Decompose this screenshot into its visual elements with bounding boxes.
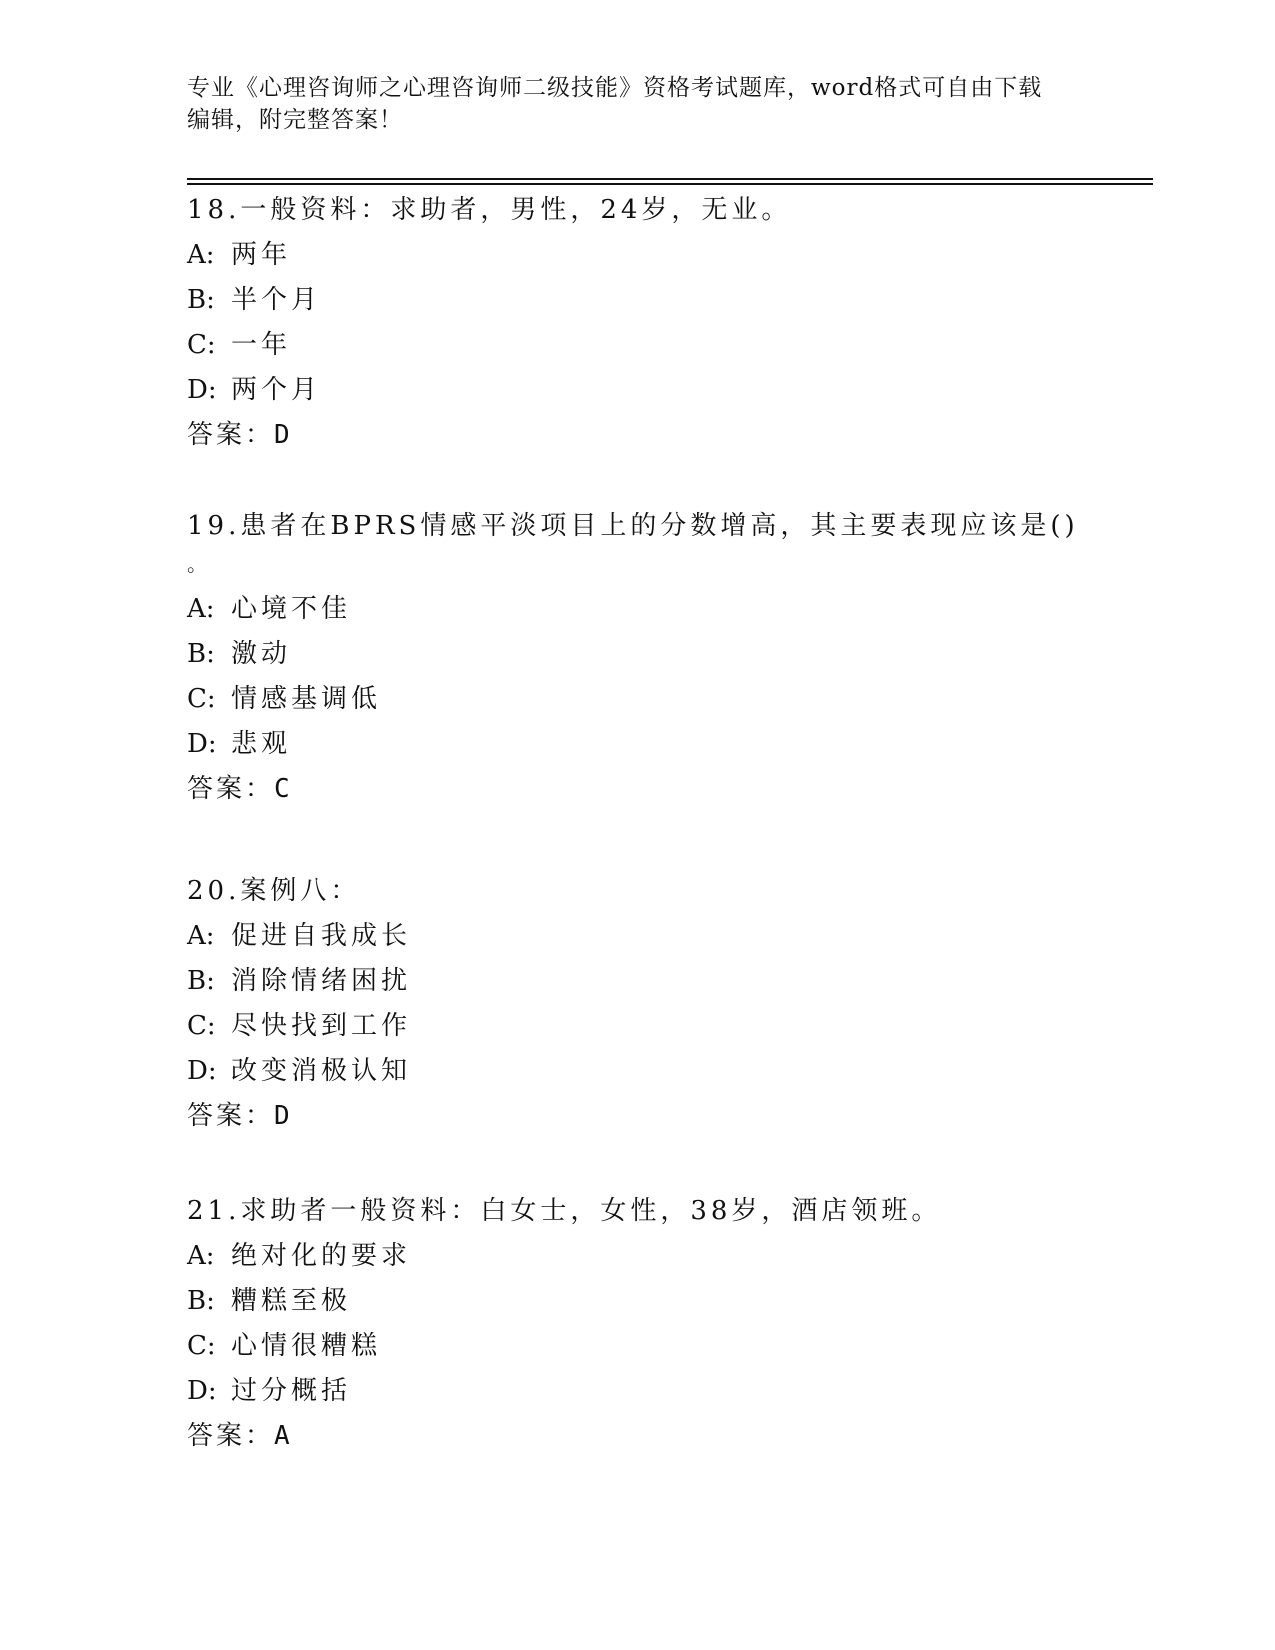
option-letter: A: (187, 594, 215, 624)
answer-label: 答案： (187, 774, 275, 804)
option-text: 两年 (231, 240, 292, 270)
answer-line (187, 1417, 1087, 1455)
option-letter: D: (187, 729, 217, 759)
answer-value: A (274, 1421, 293, 1451)
option-d (187, 1052, 1087, 1097)
option-letter: D: (187, 1056, 217, 1086)
answer-line (187, 1097, 1087, 1135)
option-d (187, 371, 1087, 416)
option-letter: C: (187, 1011, 216, 1041)
question-18 (187, 191, 1087, 454)
answer-value: D (274, 1101, 293, 1131)
option-a (187, 590, 1087, 635)
option-text: 过分概括 (231, 1376, 352, 1406)
option-text: 糟糕至极 (231, 1286, 352, 1316)
option-text: 两个月 (231, 375, 322, 405)
question-stem (187, 872, 1087, 910)
option-c (187, 680, 1087, 725)
option-d (187, 725, 1087, 770)
option-text: 情感基调低 (231, 684, 382, 714)
option-letter: D: (187, 375, 217, 405)
option-text: 促进自我成长 (231, 921, 412, 951)
question-stem-text: 20.案例八： (187, 876, 361, 906)
option-letter: A: (187, 240, 215, 270)
question-stem-text: 19.患者在BPRS情感平淡项目上的分数增高，其主要表现应该是() (187, 511, 1079, 541)
option-text: 绝对化的要求 (231, 1241, 412, 1271)
option-a (187, 1237, 1087, 1282)
question-21 (187, 1192, 1087, 1455)
option-a (187, 236, 1087, 281)
option-letter: B: (187, 966, 215, 996)
header-line-1: 专业《心理咨询师之心理咨询师二级技能》资格考试题库，word格式可自由下载 (187, 75, 1043, 101)
option-letter: D: (187, 1376, 217, 1406)
question-19 (187, 507, 1087, 808)
option-text: 一年 (231, 330, 292, 360)
option-b (187, 281, 1087, 326)
question-20 (187, 872, 1087, 1135)
question-stem-text: 21.求助者一般资料：白女士，女性，38岁，酒店领班。 (187, 1196, 942, 1226)
option-text: 心境不佳 (231, 594, 352, 624)
answer-line (187, 416, 1087, 454)
question-stem-continuation: 。 (187, 552, 211, 576)
option-letter: B: (187, 639, 215, 669)
option-d (187, 1372, 1087, 1417)
option-c (187, 326, 1087, 371)
question-stem (187, 507, 1087, 583)
option-b (187, 1282, 1087, 1327)
answer-label: 答案： (187, 420, 275, 450)
option-letter: B: (187, 285, 215, 315)
option-letter: A: (187, 1241, 215, 1271)
answer-label: 答案： (187, 1101, 275, 1131)
option-letter: C: (187, 330, 216, 360)
question-stem-text: 18.一般资料：求助者，男性，24岁，无业。 (187, 195, 792, 225)
option-text: 尽快找到工作 (231, 1011, 412, 1041)
option-letter: A: (187, 921, 215, 951)
answer-line (187, 770, 1087, 808)
option-c (187, 1327, 1087, 1372)
option-b (187, 635, 1087, 680)
option-text: 改变消极认知 (231, 1056, 412, 1086)
question-stem (187, 1192, 1087, 1230)
question-stem (187, 191, 1087, 229)
option-c (187, 1007, 1087, 1052)
option-a (187, 917, 1087, 962)
option-b (187, 962, 1087, 1007)
answer-value: D (274, 420, 293, 450)
option-text: 激动 (231, 639, 292, 669)
option-text: 消除情绪困扰 (231, 966, 412, 996)
header-divider-bottom (187, 183, 1153, 185)
option-text: 悲观 (231, 729, 292, 759)
header-line-2: 编辑，附完整答案！ (187, 107, 403, 133)
answer-value: C (274, 774, 293, 804)
option-text: 心情很糟糕 (231, 1331, 382, 1361)
option-letter: B: (187, 1286, 215, 1316)
answer-label: 答案： (187, 1421, 275, 1451)
option-letter: C: (187, 1331, 216, 1361)
option-letter: C: (187, 684, 216, 714)
document-header (187, 72, 1067, 136)
header-divider-top (187, 178, 1153, 180)
option-text: 半个月 (231, 285, 322, 315)
